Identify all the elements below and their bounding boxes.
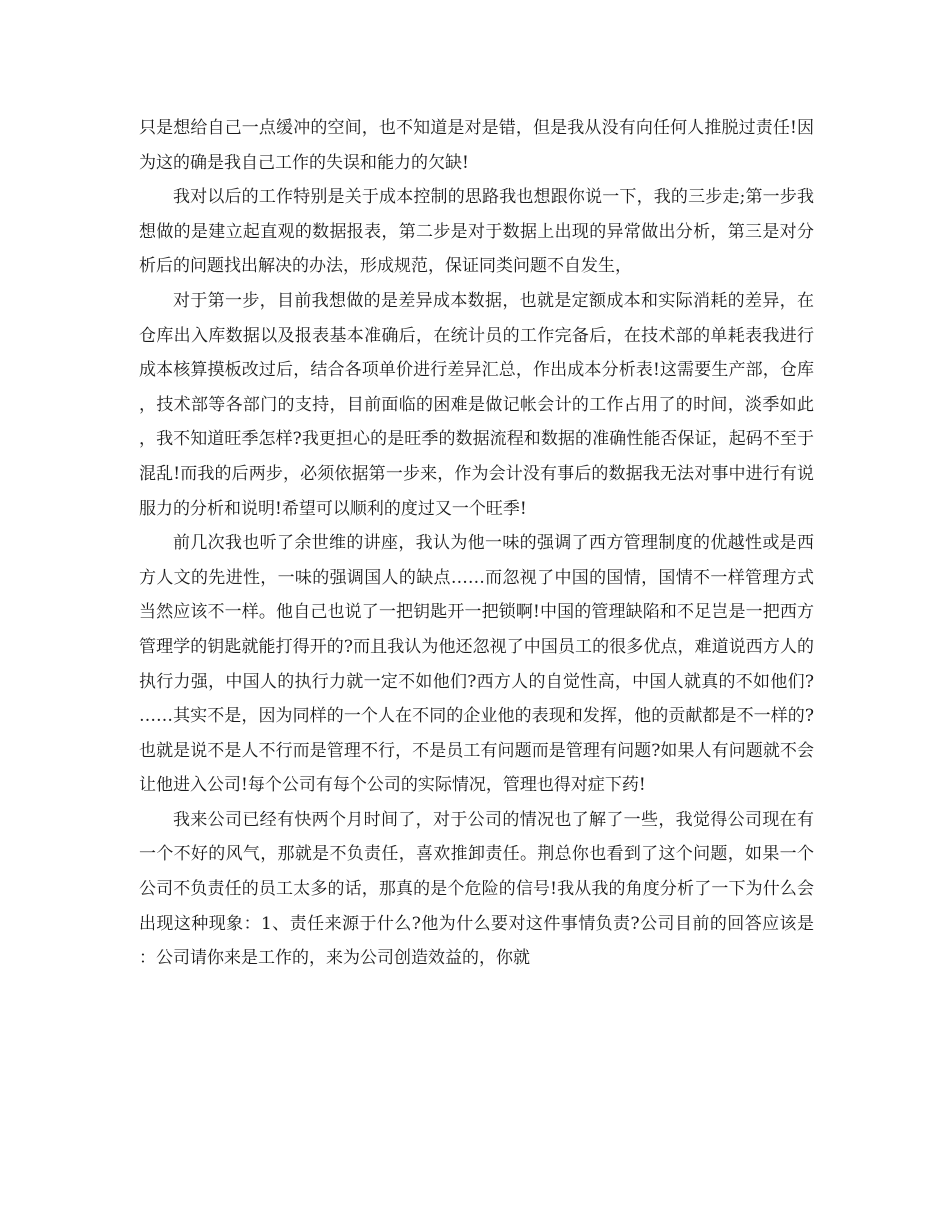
paragraph-3: 对于第一步，目前我想做的是差异成本数据，也就是定额成本和实际消耗的差异，在仓库出入库数据以及报表基本准确后，在统计员的工作完备后，在技术部的单耗表我进行成本核算摸板改过后，结合各项单价进行差异汇总，作出成本分析表!这需要生产部，仓库，技术部等各部门的支持，目前面临的困难是做记帐会计的工作占用了的时间，淡季如此，我不知道旺季怎样?我更担心的是旺季的数据流程和数据的准确性能否保证，起码不至于混乱!而我的后两步，必须依据第一步来，作为会计没有事后的数据我无法对事中进行有说服力的分析和说明!希望可以顺利的度过又一个旺季! (139, 290, 814, 519)
paragraph-5: 我来公司已经有快两个月时间了，对于公司的情况也了解了一些，我觉得公司现在有一个不好的风气，那就是不负责任，喜欢推卸责任。荆总你也看到了这个问题，如果一个公司不负责任的员工太多的话，那真的是个危险的信号!我从我的角度分析了一下为什么会出现这种现象：1、责任来源于什么?他为什么要对这件事情负责?公司目前的回答应该是：公司请你来是工作的，来为公司创造效益的，你就 (139, 809, 814, 969)
paragraph-4: 前几次我也听了余世维的讲座，我认为他一味的强调了西方管理制度的优越性或是西方人文的先进性，一味的强调国人的缺点……而忽视了中国的国情，国情不一样管理方式当然应该不一样。他自己也说了一把钥匙开一把锁啊!中国的管理缺陷和不足岂是一把西方管理学的钥匙就能打得开的?而且我认为他还忽视了中国员工的很多优点，难道说西方人的执行力强，中国人的执行力就一定不如他们?西方人的自觉性高，中国人就真的不如他们?……其实不是，因为同样的一个人在不同的企业他的表现和发挥，他的贡献都是不一样的?也就是说不是人不行而是管理不行，不是员工有问题而是管理有问题?如果人有问题就不会让他进入公司!每个公司有每个公司的实际情况，管理也得对症下药! (139, 533, 814, 796)
paragraph-1: 只是想给自己一点缓冲的空间，也不知道是对是错，但是我从没有向任何人推脱过责任!因为这的确是我自己工作的失误和能力的欠缺! (139, 118, 814, 173)
document-body (139, 111, 814, 976)
paragraph-2: 我对以后的工作特别是关于成本控制的思路我也想跟你说一下，我的三步走;第一步我想做的是建立起直观的数据报表，第二步是对于数据上出现的异常做出分析，第三是对分析后的问题找出解决的办法，形成规范，保证同类问题不自发生， (139, 187, 814, 277)
